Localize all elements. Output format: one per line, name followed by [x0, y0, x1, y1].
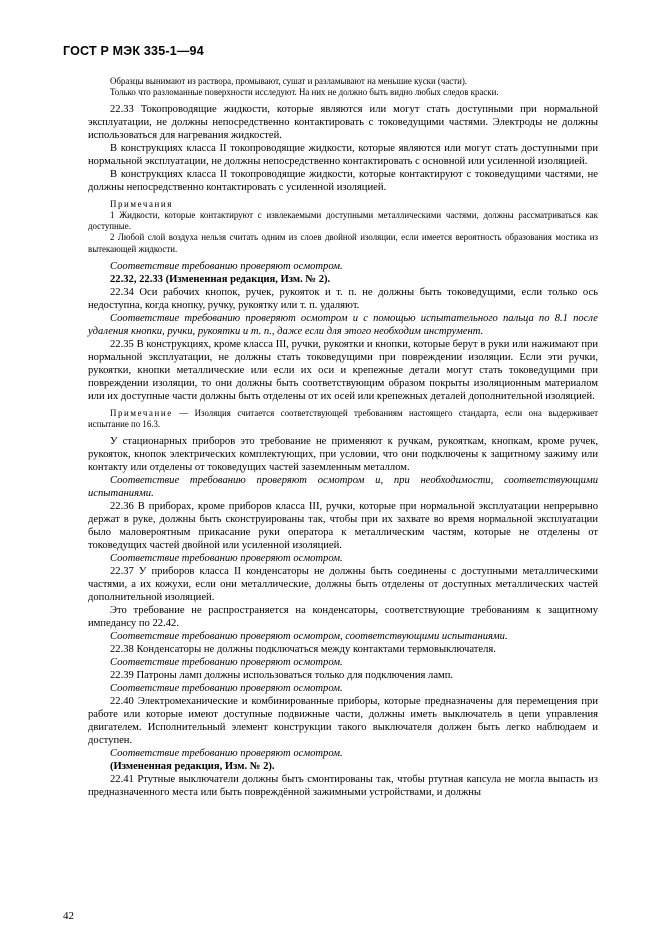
note-text: — Изоляция считается соответствующей требованиям настоящего стандарта, если она выдерживает испытание по 16.3.	[88, 407, 598, 429]
document-body	[88, 76, 598, 799]
compliance-check: Соответствие требованию проверяют осмотром и с помощью испытательного пальца по 8.1 после удаления кнопки, ручки, рукоятки и т. п., даже если для этого необходим инструмент.	[88, 312, 598, 337]
compliance-check: Соответствие требованию проверяют осмотром.	[110, 682, 343, 694]
document-header: ГОСТ Р МЭК 335-1—94	[63, 44, 204, 58]
compliance-check: Соответствие требованию проверяют осмотром, соответствующими испытаниями.	[110, 630, 508, 642]
note-single	[88, 408, 598, 430]
clause-22-37: 22.37 У приборов класса II конденсаторы не должны быть соединены с доступными металлическими частями, а их кожухи, если они металлические, должны быть отделены от доступных металлических частей дополнительной изоляцией.	[88, 565, 598, 603]
note-1: 1 Жидкости, которые контактируют с извлекаемыми доступными металлическими частями, должны рассматриваться как доступные.	[88, 210, 598, 232]
note-label: Примечание	[110, 407, 173, 418]
paragraph-surfaces-examined: Только что разломанные поверхности исследуют. На них не должно быть видно любых следов краски.	[110, 87, 499, 98]
paragraph-stationary-appliances: У стационарных приборов это требование не применяют к ручкам, рукояткам, кнопкам, кроме ручек, рукояток, кнопок электрических комплектующих, при условии, что они подключены к защитному зажиму или контакту или отделены от токоведущих частей заземленным металлом.	[88, 435, 598, 473]
paragraph-class-ii-liquids: В конструкциях класса II токопроводящие жидкости, которые являются или могут стать доступными при нормальной эксплуатации, не должны непосредственно контактировать с основной или усиленной изоляцией.	[88, 143, 598, 168]
clause-22-34: 22.34 Оси рабочих кнопок, ручек, рукояток и т. п. не должны быть токоведущими, если только ось недоступна, когда кнопку, ручку, рукоятку или т. п. удаляют.	[88, 286, 598, 311]
compliance-check: Соответствие требованию проверяют осмотром и, при необходимости, соответствующими испытаниями.	[88, 474, 598, 499]
clause-22-41: 22.41 Ртутные выключатели должны быть смонтированы так, чтобы ртутная капсула не могла выпасть из предназначенного места или быть повреждённой зажимными устройствами, и должны	[88, 773, 598, 798]
notes-heading: Примечания	[110, 199, 173, 210]
compliance-check: Соответствие требованию проверяют осмотром.	[110, 747, 343, 759]
clause-22-36: 22.36 В приборах, кроме приборов класса III, ручки, которые при нормальной эксплуатации непрерывно держат в руке, должны быть сконструированы так, чтобы при их захвате во время нормальной эксплуатации было маловероятным прикасание руки оператора к металлическим частям, которые не отделены от токоведущих частей двойной или усиленной изоляцией.	[88, 500, 598, 551]
paragraph-samples-removed: Образцы вынимают из раствора, промывают, сушат и разламывают на меньшие куски (части).	[110, 76, 468, 86]
clause-22-38: 22.38 Конденсаторы не должны подключаться между контактами термовыключателя.	[110, 643, 496, 655]
compliance-check: Соответствие требованию проверяют осмотром.	[110, 552, 343, 564]
clause-22-40: 22.40 Электромеханические и комбинированные приборы, которые предназначены для перемещения при работе или которые имеют доступные подвижные части, должны иметь выключатель в цепи управления двигателем. Исполнительный элемент конструкции такого выключателя должен быть легко наблюдаем и доступен.	[88, 695, 598, 746]
compliance-check: Соответствие требованию проверяют осмотром.	[110, 260, 343, 272]
amendment-note: (Измененная редакция, Изм. № 2).	[110, 760, 275, 772]
paragraph-capacitors-exception: Это требование не распространяется на конденсаторы, соответствующие требованиям к защитному импедансу по 22.42.	[88, 604, 598, 629]
clause-22-33: 22.33 Токопроводящие жидкости, которые являются или могут стать доступными при нормальной эксплуатации, не должны непосредственно контактировать с токоведущими частями. Электроды не должны использоваться для нагревания жидкостей.	[88, 104, 598, 142]
amendment-note: 22.32, 22.33 (Измененная редакция, Изм. № 2).	[110, 273, 331, 285]
paragraph-class-ii-reinforced: В конструкциях класса II токопроводящие жидкости, которые контактируют с токоведущими частями, не должны непосредственно контактировать с усиленной изоляцией.	[88, 169, 598, 194]
compliance-check: Соответствие требованию проверяют осмотром.	[110, 656, 343, 668]
page-number: 42	[63, 910, 74, 922]
clause-22-39: 22.39 Патроны ламп должны использоваться только для подключения ламп.	[110, 669, 454, 681]
note-2: 2 Любой слой воздуха нельзя считать одним из слоев двойной изоляции, если имеется вероятность образования мостика из вытекающей жидкости.	[88, 232, 598, 254]
clause-22-35: 22.35 В конструкциях, кроме класса III, ручки, рукоятки и кнопки, которые берут в руки или нажимают при нормальной эксплуатации, не должны стать токоведущими при повреждении изоляции. Если эти ручки, рукоятки, кнопки металлические или если их оси и крепежные детали могут стать токоведущими при повреждении изоляции, то они должны быть соответствующим образом покрыты изоляционным материалом или их доступные части должны быть отделены от их осей или крепежных деталей дополнительной изоляцией.	[88, 338, 598, 402]
